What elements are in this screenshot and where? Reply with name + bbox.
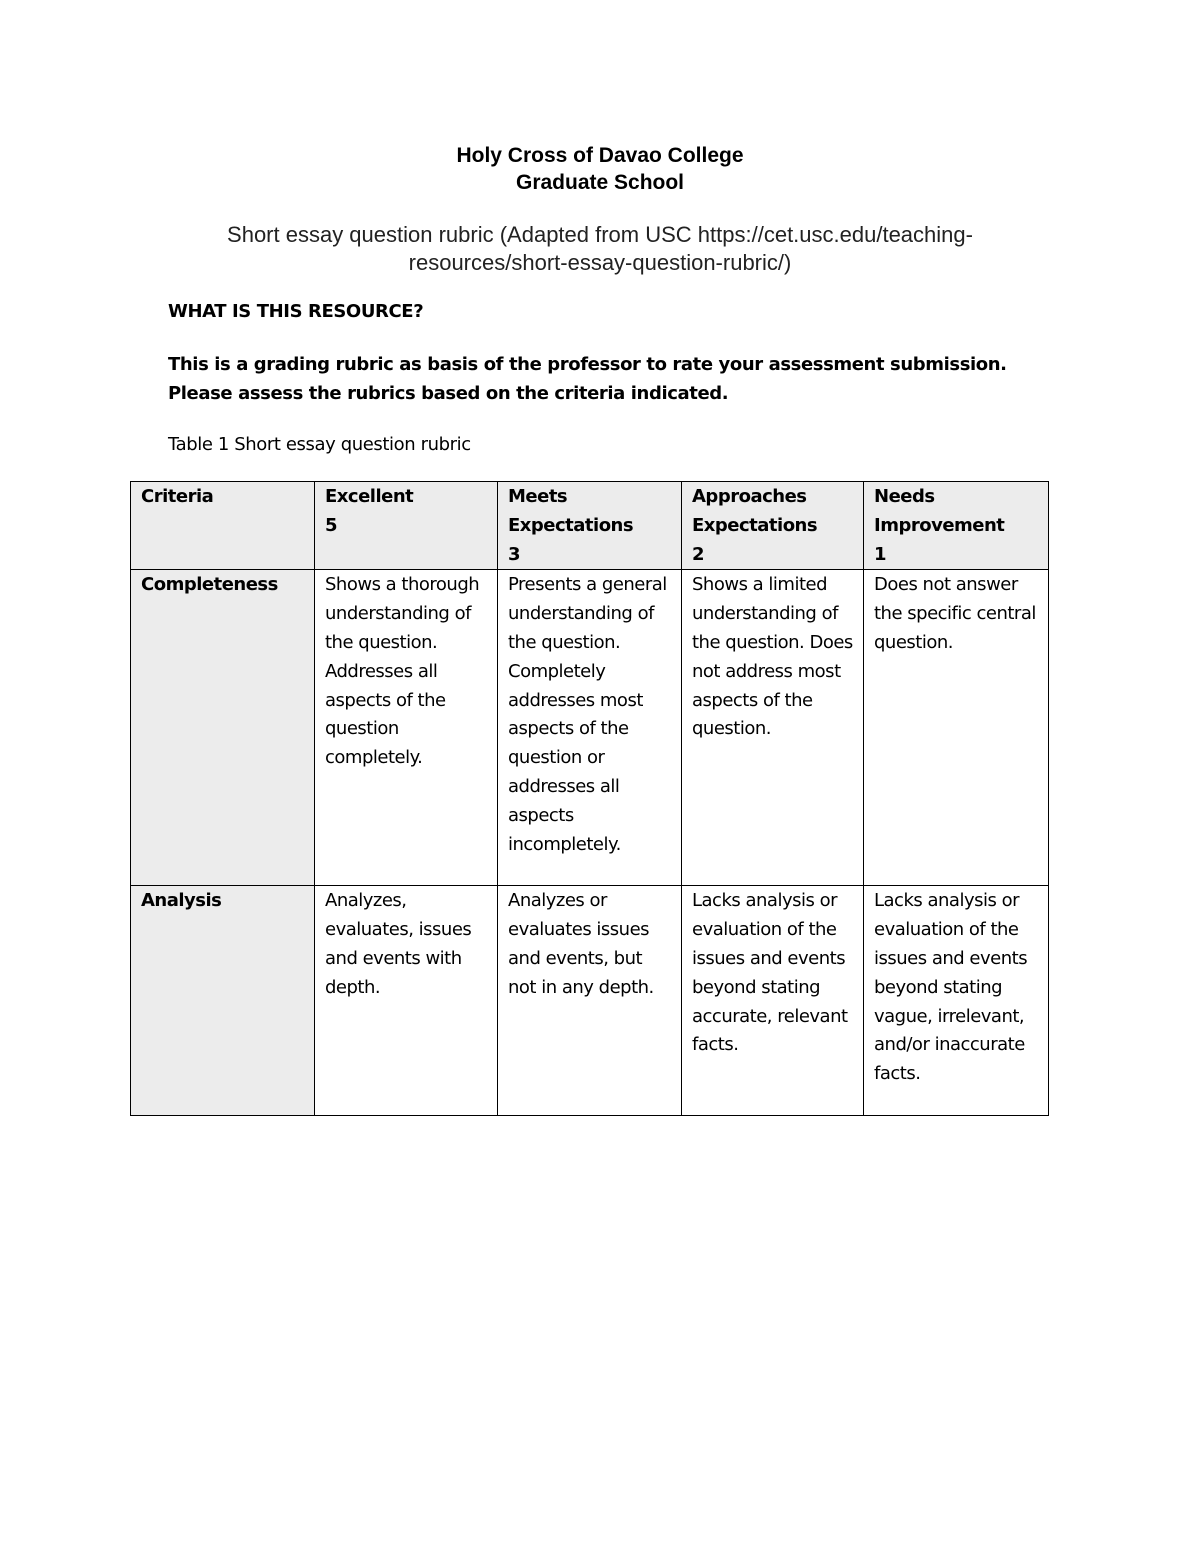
table-cell: Does not answer the specific central question. bbox=[864, 570, 1049, 886]
criterion-analysis: Analysis bbox=[131, 886, 315, 1116]
header-meets-expectations: Meets Expectations 3 bbox=[498, 482, 682, 570]
rubric-table bbox=[130, 481, 1049, 1116]
header-criteria: Criteria bbox=[131, 482, 315, 570]
document-subtitle: Short essay question rubric (Adapted from USC https://cet.usc.edu/teaching-resources/short-essay-question-rubric/) bbox=[227, 222, 973, 275]
table-cell: Lacks analysis or evaluation of the issues and events beyond stating accurate, relevant facts. bbox=[682, 886, 864, 1116]
intro-paragraph: This is a grading rubric as basis of the professor to rate your assessment submission. Please assess the rubrics based on the criteria indicated. bbox=[168, 354, 1007, 404]
table-cell: Shows a thorough understanding of the question. Addresses all aspects of the question completely. bbox=[315, 570, 498, 886]
table-row-analysis bbox=[131, 886, 1049, 1116]
header-excellent: Excellent 5 bbox=[315, 482, 498, 570]
table-cell: Shows a limited understanding of the question. Does not address most aspects of the question. bbox=[682, 570, 864, 886]
section-heading: WHAT IS THIS RESOURCE? bbox=[168, 301, 424, 322]
table-caption: Table 1 Short essay question rubric bbox=[168, 434, 471, 455]
table-cell: Analyzes, evaluates, issues and events with depth. bbox=[315, 886, 498, 1116]
score-label: 3 bbox=[508, 543, 521, 565]
header-approaches-expectations: Approaches Expectations 2 bbox=[682, 482, 864, 570]
institution-name: Holy Cross of Davao College bbox=[456, 144, 744, 167]
header-needs-improvement: Needs Improvement 1 bbox=[864, 482, 1049, 570]
table-cell: Presents a general understanding of the question. Completely addresses most aspects of the question or addresses all aspects incompletely. bbox=[498, 570, 682, 886]
table-cell: Lacks analysis or evaluation of the issues and events beyond stating vague, irrelevant, and/or inaccurate facts. bbox=[864, 886, 1049, 1116]
score-label: 2 bbox=[692, 543, 705, 565]
criterion-completeness: Completeness bbox=[131, 570, 315, 886]
score-label: 5 bbox=[325, 514, 338, 536]
table-cell: Analyzes or evaluates issues and events, but not in any depth. bbox=[498, 886, 682, 1116]
school-name: Graduate School bbox=[515, 171, 685, 194]
score-label: 1 bbox=[874, 543, 887, 565]
table-row-completeness bbox=[131, 570, 1049, 886]
table-header-row bbox=[131, 482, 1049, 570]
